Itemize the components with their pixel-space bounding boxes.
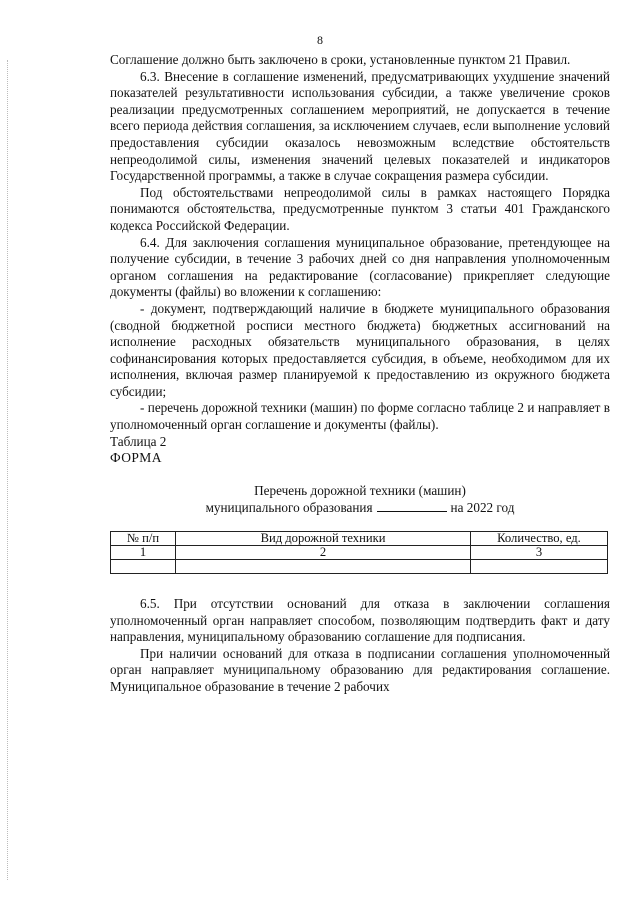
- blank-field: [377, 499, 447, 512]
- table-header-cell: Вид дорожной техники: [176, 532, 471, 546]
- form-heading: ФОРМА: [110, 450, 162, 466]
- table-header-cell: Количество, ед.: [471, 532, 608, 546]
- paragraph-6-4: 6.4. Для заключения соглашения муниципальное образование, претендующее на получение субсидии, в течение 3 рабочих дней со дня направления уполномоченным органом соглашения на редактирование (согласование) прикрепляет следующие документы (файлы) во вложении к соглашению:: [110, 234, 610, 300]
- paragraph-6-5: 6.5. При отсутствии оснований для отказа в заключении соглашения уполномоченный орган направляет способом, позволяющим подтвердить факт и дату направления, муниципальному образованию соглашение для подписания.: [110, 596, 610, 645]
- binding-margin-mark: [7, 60, 11, 880]
- paragraph: При наличии оснований для отказа в подписании соглашения уполномоченный орган направляет муниципальному образованию для редактирования соглашение. Муниципальное образование в течение 2 рабочих: [110, 645, 610, 694]
- list-item: - документ, подтверждающий наличие в бюджете муниципального образования (сводной бюджетной росписи местного бюджета) бюджетных ассигнований на исполнение расходных обязательств муниципального образования, в целях софинансирования которых предоставляется субсидия, в объеме, необходимом для их исполнения, включая размер планируемой к предоставлению из окружного бюджета субсидии;: [110, 300, 610, 399]
- list-title-line1: Перечень дорожной техники (машин): [254, 482, 466, 498]
- list-title: [110, 483, 610, 517]
- table-header-cell: № п/п: [111, 532, 176, 546]
- table-cell: [176, 560, 471, 574]
- paragraph-6-3: 6.3. Внесение в соглашение изменений, предусматривающих ухудшение значений показателей результативности использования субсидии, а также увеличение сроков реализации предусмотренных соглашением мероприятий, не допускается в течение всего периода действия соглашения, за исключением случаев, если выполнение условий предоставления субсидии оказалось невозможным вследствие обстоятельств непреодолимой силы, изменения значений целевых показателей и индикаторов Государственной программы, а также в случае сокращения размера субсидии.: [110, 68, 610, 184]
- list-item: - перечень дорожной техники (машин) по форме согласно таблице 2 и направляет в уполномоченный орган соглашение и документы (файлы).: [110, 400, 610, 433]
- table-cell: [111, 560, 176, 574]
- table-cell: 2: [176, 546, 471, 560]
- table-header-row: [111, 532, 608, 546]
- list-title-suffix: на 2022 год: [450, 500, 515, 516]
- table-cell: [471, 560, 608, 574]
- table-cell: 1: [111, 546, 176, 560]
- table-cell: 3: [471, 546, 608, 560]
- document-body: [110, 52, 610, 696]
- list-title-prefix: муниципального образования: [205, 500, 373, 516]
- list-title-line2: [110, 499, 610, 517]
- road-equipment-table: [110, 531, 608, 574]
- page-number: 8: [317, 33, 323, 47]
- paragraph: Под обстоятельствами непреодолимой силы в рамках настоящего Порядка понимаются обстоятельства, предусмотренные пунктом 3 статьи 401 Гражданского кодекса Российской Федерации.: [110, 184, 610, 233]
- table-caption: Таблица 2: [110, 433, 167, 449]
- table-numbering-row: [111, 546, 608, 560]
- table-row: [111, 560, 608, 574]
- paragraph: Соглашение должно быть заключено в сроки, установленные пунктом 21 Правил.: [110, 52, 571, 67]
